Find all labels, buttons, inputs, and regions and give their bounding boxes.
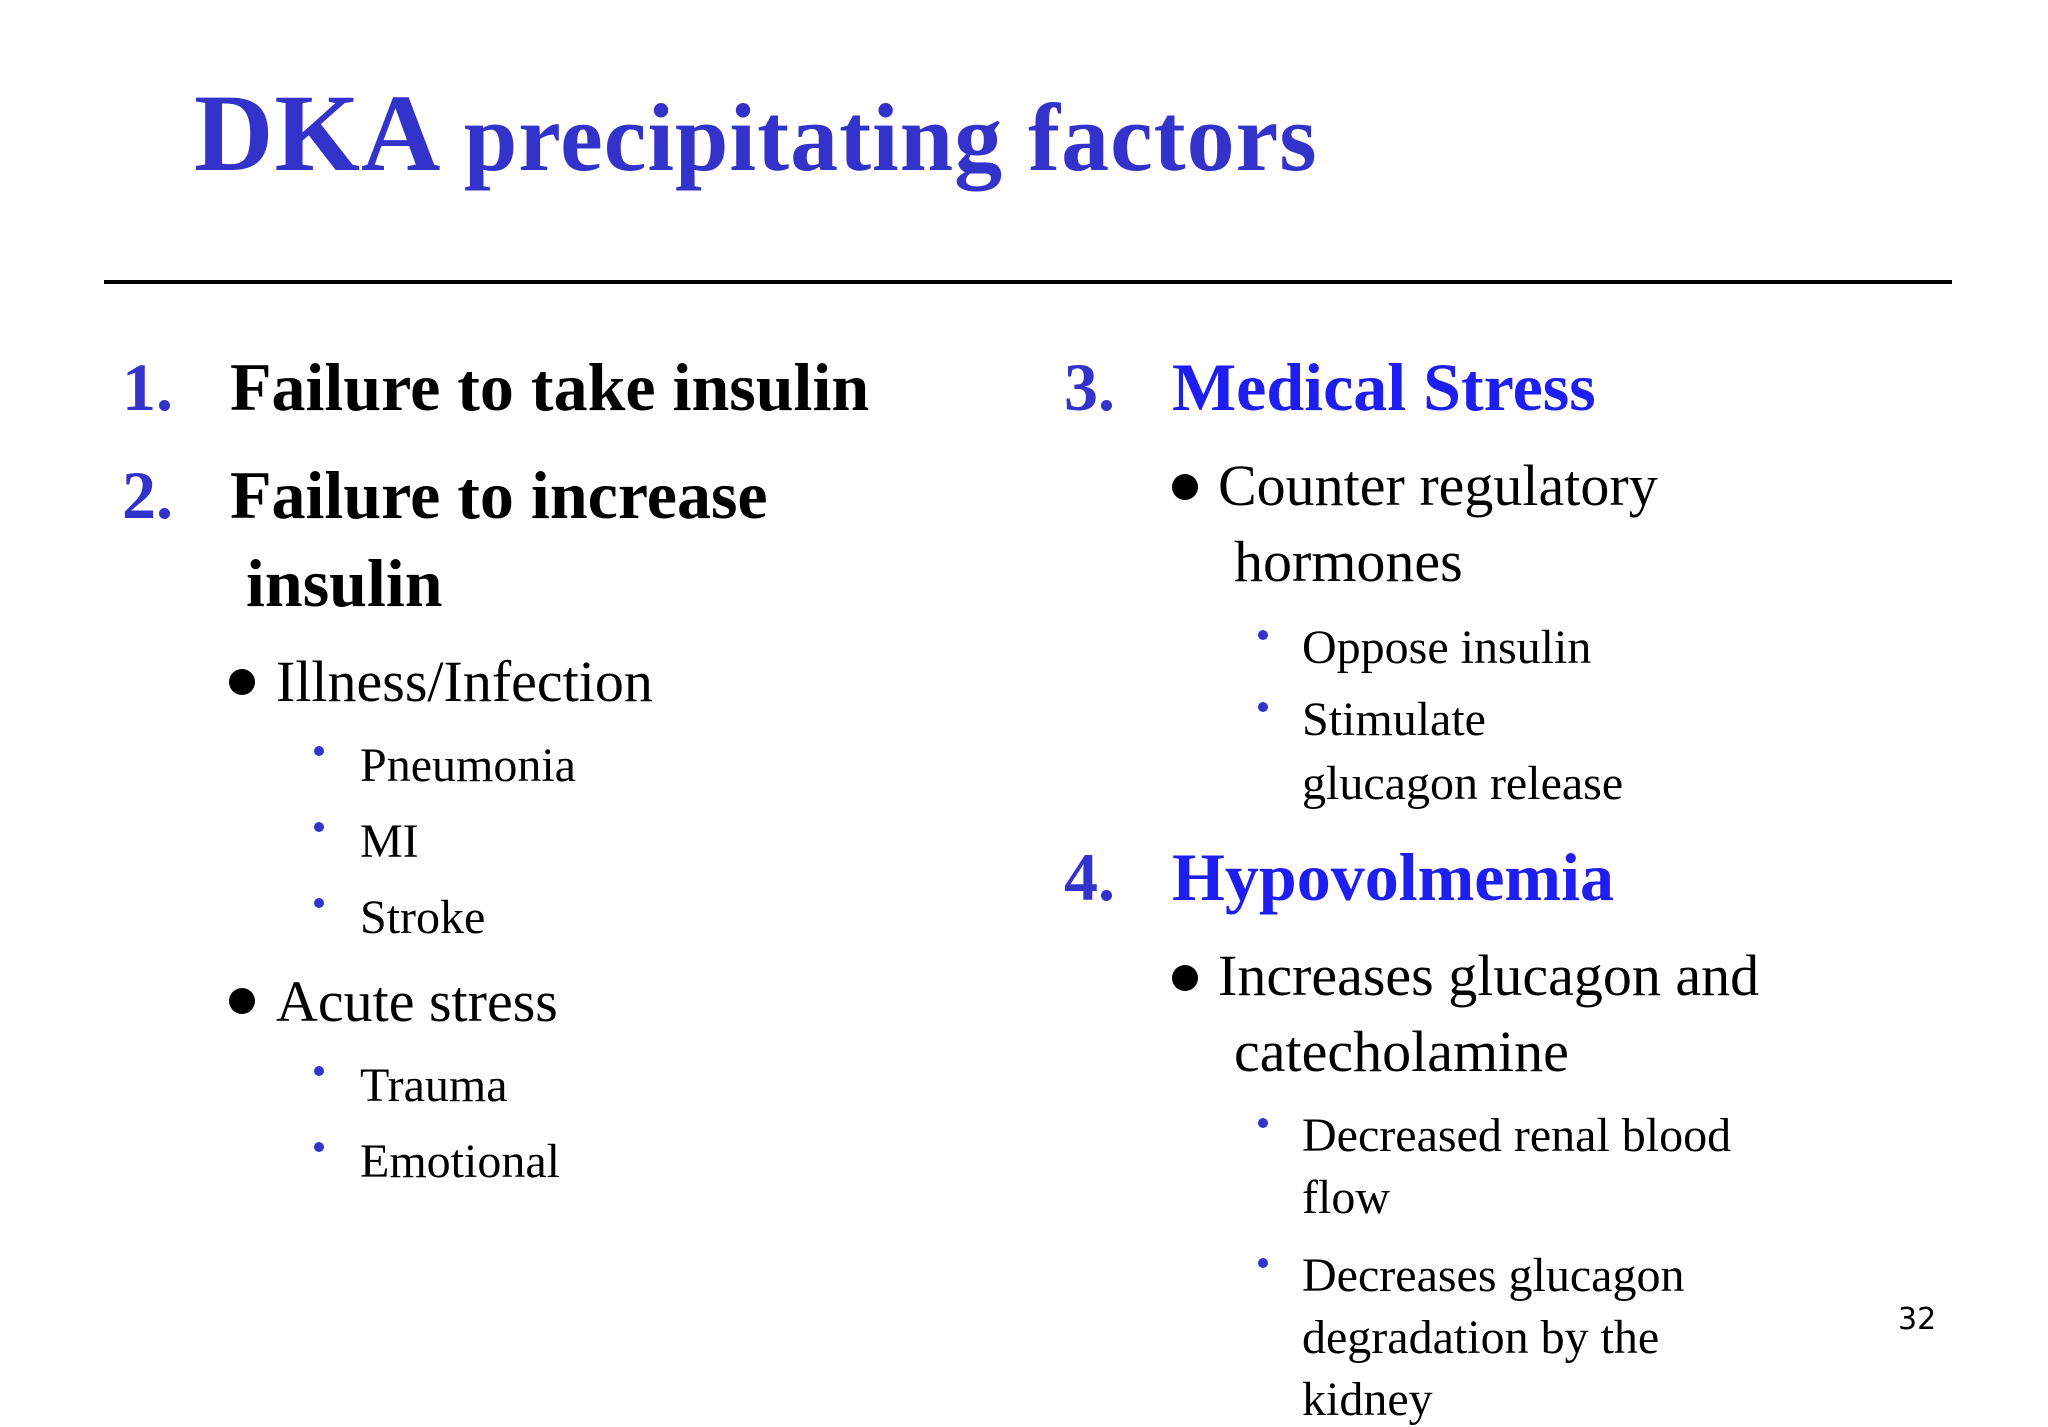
bullet-icon [229,988,255,1014]
item-1-number: 1. [122,349,173,425]
slide-title [194,70,1318,197]
list-item-continued: degradation by the [1302,1311,1660,1364]
sub-bullet-icon [1258,630,1268,640]
group-counter-regulatory-line1: Counter regulatory [1218,453,1658,518]
bullet-icon [1172,474,1198,500]
item-3-number: 3. [1064,349,1115,425]
sub-bullet-icon [1258,702,1268,712]
group-acute-stress: Acute stress [276,969,558,1034]
item-2-label-line2: insulin [246,545,443,621]
sub-bullet-icon [1258,1118,1268,1128]
list-item-continued: kidney [1302,1373,1433,1426]
slide-title-rest: precipitating factors [463,84,1318,191]
item-4-label: Hypovolmemia [1172,839,1614,915]
group-increases-glucagon-line2: catecholamine [1234,1019,1569,1084]
sub-bullet-icon [314,746,324,756]
list-item: Oppose insulin [1302,621,1592,674]
group-increases-glucagon-line1: Increases glucagon and [1218,943,1760,1008]
list-item: Trauma [360,1059,508,1112]
list-item: Decreases glucagon [1302,1249,1685,1302]
slide-title-acronym: DKA [194,72,436,194]
bullet-icon [229,669,255,695]
group-counter-regulatory-line2: hormones [1234,529,1463,594]
item-2-number: 2. [122,457,173,533]
sub-bullet-icon [1258,1258,1268,1268]
sub-bullet-icon [314,1066,324,1076]
item-4-number: 4. [1064,839,1115,915]
item-1-label: Failure to take insulin [230,349,870,425]
item-3-label: Medical Stress [1172,349,1596,425]
page-number: 32 [1898,1302,1937,1337]
list-item: Pneumonia [360,739,576,792]
sub-bullet-icon [314,1142,324,1152]
list-item-continued: glucagon release [1302,757,1624,810]
list-item-continued: flow [1302,1171,1390,1224]
list-item: Emotional [360,1135,560,1188]
sub-bullet-icon [314,822,324,832]
title-divider [104,280,1952,284]
item-2-label-line1: Failure to increase [230,457,768,533]
list-item: Decreased renal blood [1302,1109,1732,1162]
bullet-icon [1172,965,1198,991]
list-item: MI [360,815,419,868]
group-illness-infection: Illness/Infection [276,649,653,714]
list-item: Stroke [360,891,486,944]
list-item: Stimulate [1302,693,1486,746]
sub-bullet-icon [314,898,324,908]
